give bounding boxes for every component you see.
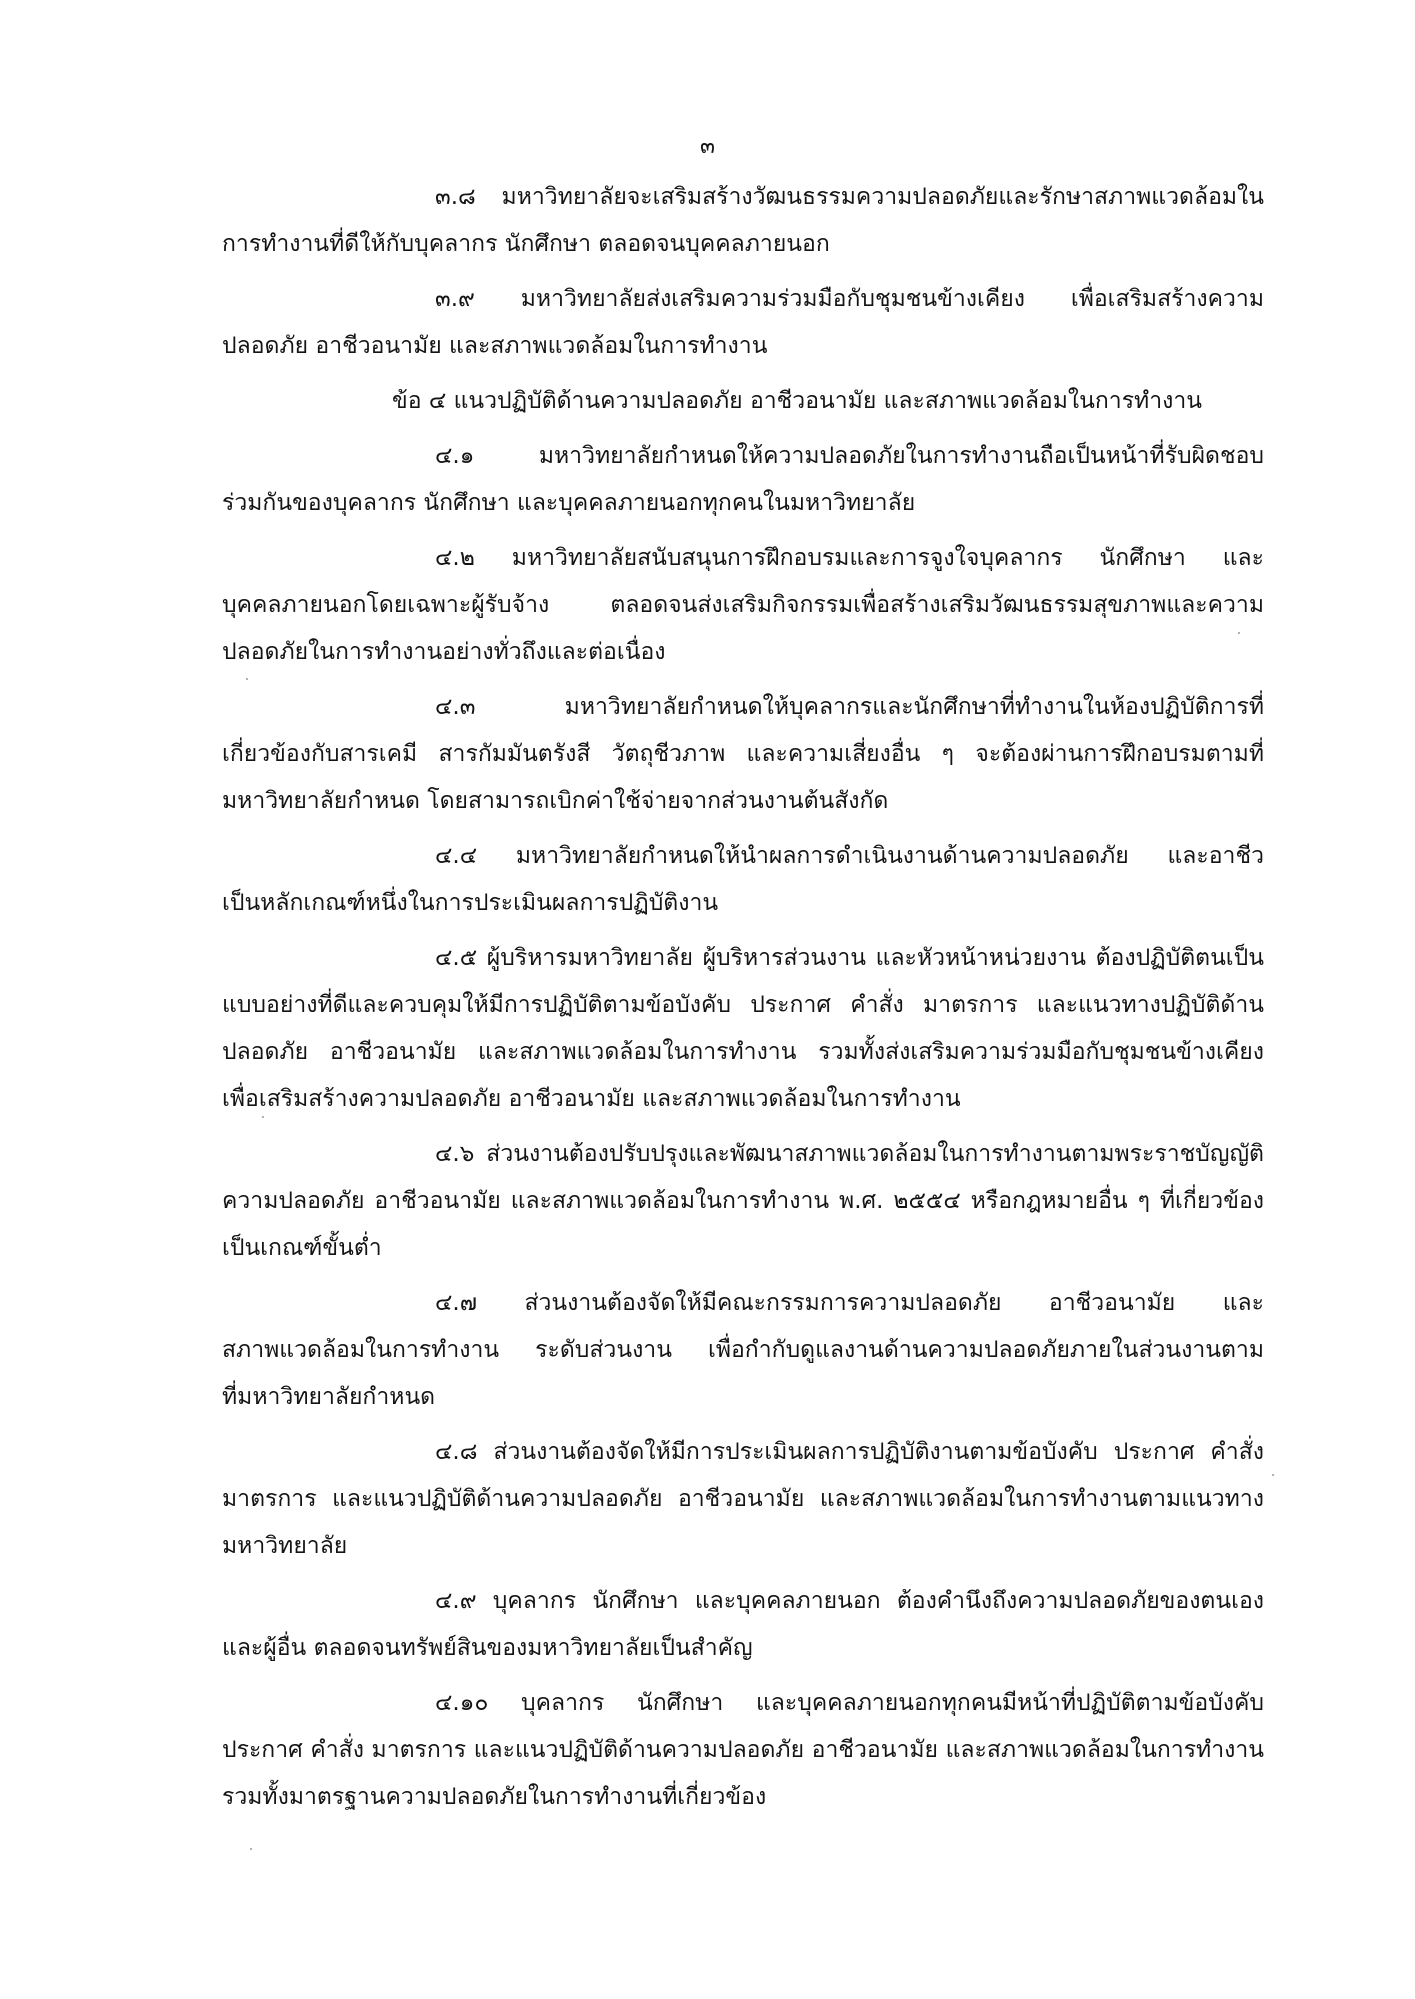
paragraph-line: สภาพแวดล้อมในการทำงาน ระดับส่วนงาน เพื่อกำกับดูแลงานด้านความปลอดภัยภายในส่วนงานตาม [222, 1337, 1264, 1363]
paragraph-line: แบบอย่างที่ดีและควบคุมให้มีการปฏิบัติตามข้อบังคับ ประกาศ คำสั่ง มาตรการ และแนวทางปฏิบัติด้าน [222, 992, 1264, 1018]
paragraph-line: มหาวิทยาลัยกำหนด โดยสามารถเบิกค่าใช้จ่ายจากส่วนงานต้นสังกัด [222, 788, 889, 814]
paragraph-line: เพื่อเสริมสร้างความปลอดภัย อาชีวอนามัย และสภาพแวดล้อมในการทำงาน [222, 1086, 961, 1112]
item-first-line: ๔.๗ ส่วนงานต้องจัดให้มีคณะกรรมการความปลอดภัย อาชีวอนามัย และ [435, 1290, 1264, 1316]
paragraph-line: การทำงานที่ดีให้กับบุคลากร นักศึกษา ตลอดจนบุคคลภายนอก [222, 231, 830, 257]
item-first-line: ๓.๘ มหาวิทยาลัยจะเสริมสร้างวัฒนธรรมความปลอดภัยและรักษาสภาพแวดล้อมใน [435, 184, 1264, 210]
paragraph-line: ปลอดภัย อาชีวอนามัย และสภาพแวดล้อมในการทำงาน [222, 333, 768, 359]
paragraph-line: ความปลอดภัย อาชีวอนามัย และสภาพแวดล้อมในการทำงาน พ.ศ. ๒๕๕๔ หรือกฎหมายอื่น ๆ ที่เกี่ยวข้อง [222, 1188, 1264, 1214]
paragraph [222, 1429, 1264, 1570]
paragraph [222, 378, 1264, 425]
scan-speck [250, 1848, 252, 1850]
paragraph [222, 1131, 1264, 1272]
item-first-line: ๓.๙ มหาวิทยาลัยส่งเสริมความร่วมมือกับชุมชนข้างเคียง เพื่อเสริมสร้างความ [435, 286, 1264, 312]
item-first-line: ๔.๓ มหาวิทยาลัยกำหนดให้บุคลากรและนักศึกษาที่ทำงานในห้องปฏิบัติการที่ [435, 694, 1264, 720]
paragraph [222, 535, 1264, 676]
paragraph-line: เป็นหลักเกณฑ์หนึ่งในการประเมินผลการปฏิบัติงาน [222, 890, 719, 916]
section-heading-line: ข้อ ๔ แนวปฏิบัติด้านความปลอดภัย อาชีวอนามัย และสภาพแวดล้อมในการทำงาน [392, 388, 1202, 414]
paragraph-line: เกี่ยวข้องกับสารเคมี สารกัมมันตรังสี วัตถุชีวภาพ และความเสี่ยงอื่น ๆ จะต้องผ่านการฝึกอบรมตามที่ [222, 741, 1264, 767]
item-first-line: ๔.๑ มหาวิทยาลัยกำหนดให้ความปลอดภัยในการทำงานถือเป็นหน้าที่รับผิดชอบ [435, 443, 1264, 469]
paragraph-line: เป็นเกณฑ์ขั้นต่ำ [222, 1235, 382, 1261]
paragraph-line: ประกาศ คำสั่ง มาตรการ และแนวปฏิบัติด้านความปลอดภัย อาชีวอนามัย และสภาพแวดล้อมในการทำงาน [222, 1737, 1264, 1763]
paragraph-line: ที่มหาวิทยาลัยกำหนด [222, 1384, 436, 1410]
paragraph [222, 1680, 1264, 1821]
paragraph [222, 174, 1264, 268]
paragraph-line: และผู้อื่น ตลอดจนทรัพย์สินของมหาวิทยาลัยเป็นสำคัญ [222, 1635, 753, 1661]
paragraph-line: บุคคลภายนอกโดยเฉพาะผู้รับจ้าง ตลอดจนส่งเสริมกิจกรรมเพื่อสร้างเสริมวัฒนธรรมสุขภาพและความ [222, 592, 1264, 618]
paragraph-line: ปลอดภัยในการทำงานอย่างทั่วถึงและต่อเนื่อง [222, 639, 666, 665]
paragraph-line: มาตรการ และแนวปฏิบัติด้านความปลอดภัย อาชีวอนามัย และสภาพแวดล้อมในการทำงานตามแนวทาง [222, 1486, 1264, 1512]
paragraph [222, 1280, 1264, 1421]
paragraph [222, 1578, 1264, 1672]
scan-speck [262, 1116, 264, 1118]
paragraph [222, 276, 1264, 370]
page-number: ๓ [699, 134, 716, 159]
document-body [222, 174, 1264, 1829]
paragraph [222, 433, 1264, 527]
item-first-line: ๔.๘ ส่วนงานต้องจัดให้มีการประเมินผลการปฏิบัติงานตามข้อบังคับ ประกาศ คำสั่ง [435, 1439, 1264, 1465]
item-first-line: ๔.๖ ส่วนงานต้องปรับปรุงและพัฒนาสภาพแวดล้อมในการทำงานตามพระราชบัญญัติ [435, 1141, 1264, 1167]
paragraph [222, 833, 1264, 927]
paragraph [222, 684, 1264, 825]
paragraph [222, 935, 1264, 1123]
scan-speck [1272, 1474, 1274, 1476]
paragraph-line: มหาวิทยาลัย [222, 1533, 348, 1559]
item-first-line: ๔.๒ มหาวิทยาลัยสนับสนุนการฝึกอบรมและการจูงใจบุคลากร นักศึกษา และ [435, 545, 1264, 571]
paragraph-line: ร่วมกันของบุคลากร นักศึกษา และบุคคลภายนอกทุกคนในมหาวิทยาลัย [222, 490, 916, 516]
item-first-line: ๔.๑๐ บุคลากร นักศึกษา และบุคคลภายนอกทุกคนมีหน้าที่ปฏิบัติตามข้อบังคับ [435, 1690, 1264, 1716]
item-first-line: ๔.๕ ผู้บริหารมหาวิทยาลัย ผู้บริหารส่วนงาน และหัวหน้าหน่วยงาน ต้องปฏิบัติตนเป็น [435, 945, 1264, 971]
item-first-line: ๔.๙ บุคลากร นักศึกษา และบุคคลภายนอก ต้องคำนึงถึงความปลอดภัยของตนเอง [435, 1588, 1264, 1614]
item-first-line: ๔.๔ มหาวิทยาลัยกำหนดให้นำผลการดำเนินงานด้านความปลอดภัย และอาชีว [435, 843, 1264, 869]
paragraph-line: ปลอดภัย อาชีวอนามัย และสภาพแวดล้อมในการทำงาน รวมทั้งส่งเสริมความร่วมมือกับชุมชนข้างเคียง [222, 1039, 1264, 1065]
scan-speck [246, 678, 248, 680]
scan-speck [1238, 632, 1240, 634]
paragraph-line: รวมทั้งมาตรฐานความปลอดภัยในการทำงานที่เกี่ยวข้อง [222, 1784, 767, 1810]
